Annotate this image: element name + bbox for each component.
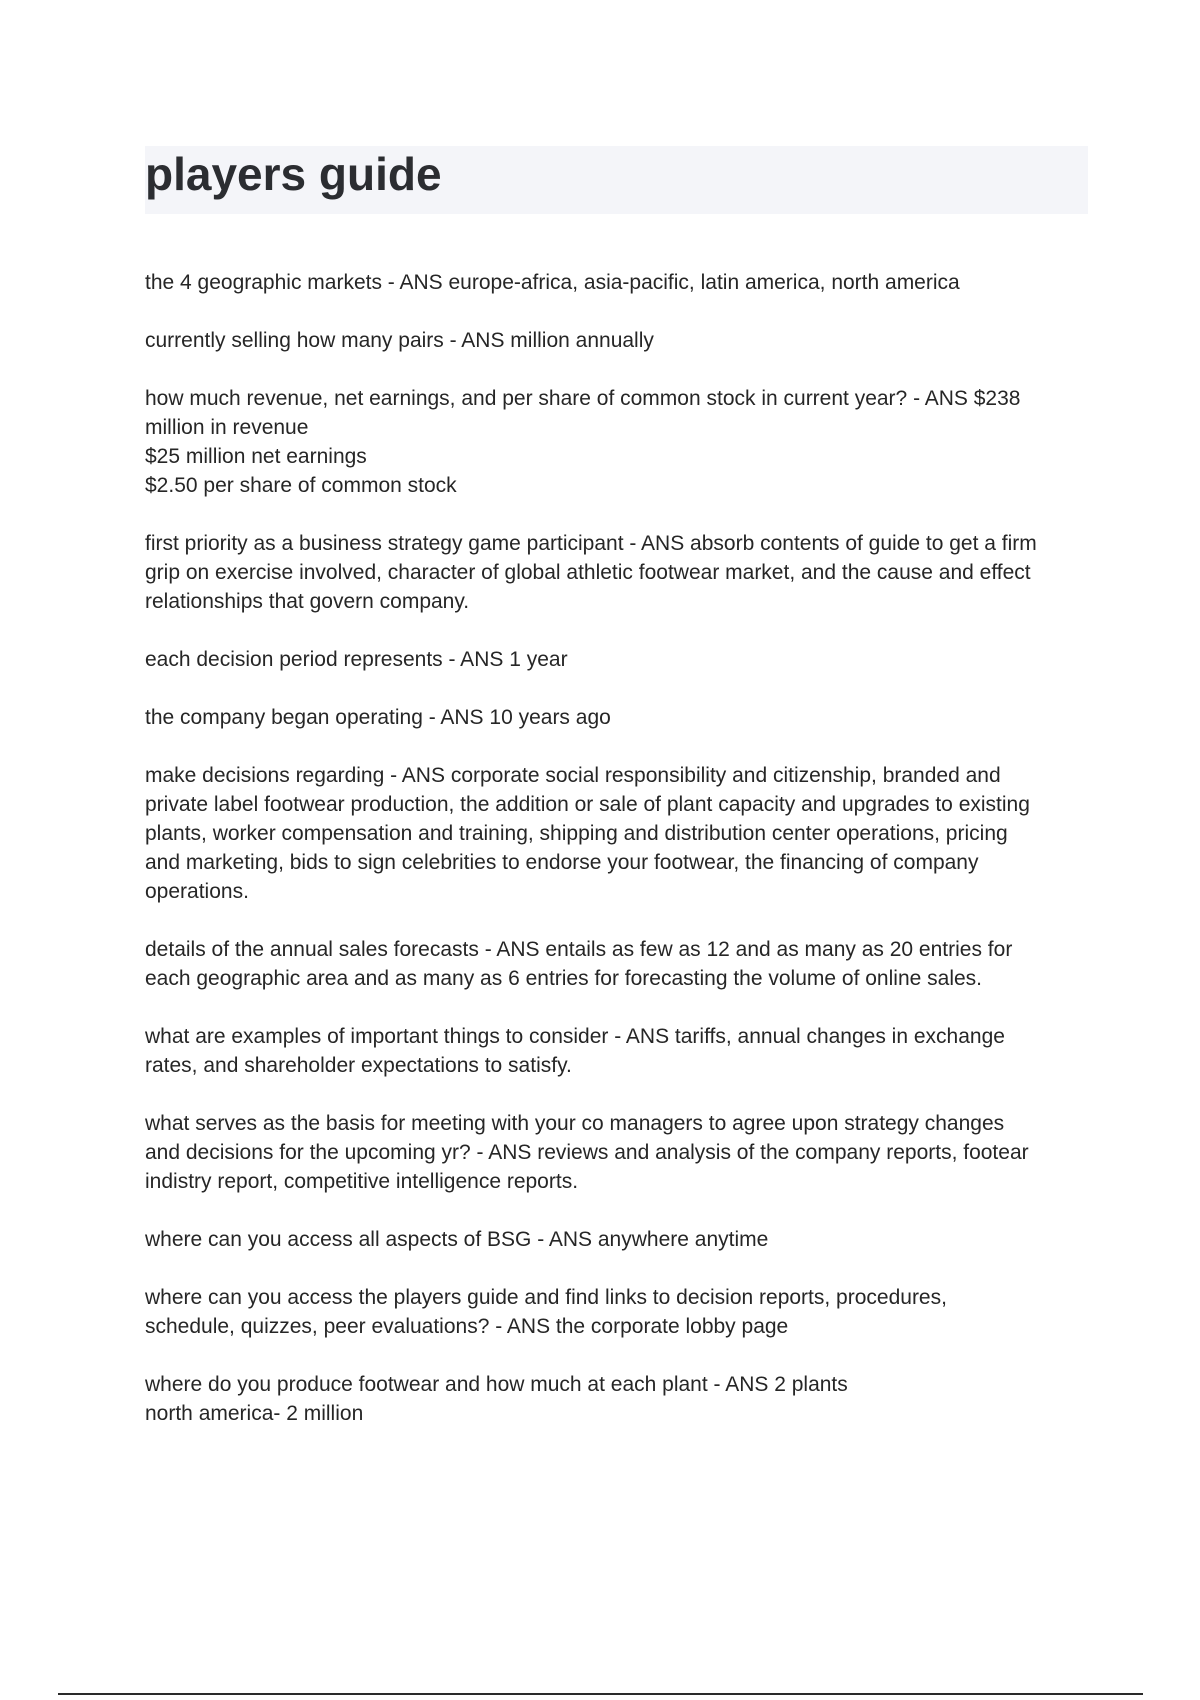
qa-entry [145,1109,1095,1196]
qa-entry [145,761,1095,906]
qa-line: $2.50 per share of common stock [145,474,457,497]
qa-line: relationships that govern company. [145,590,470,613]
qa-line: what serves as the basis for meeting with your co managers to agree upon strategy changes [145,1112,1005,1135]
qa-entry [145,1283,1095,1341]
qa-line: schedule, quizzes, peer evaluations? - ANS the corporate lobby page [145,1315,789,1338]
qa-line: operations. [145,880,249,903]
qa-entry [145,703,1095,732]
qa-line: each geographic area and as many as 6 entries for forecasting the volume of online sales. [145,967,982,990]
qa-line: the company began operating - ANS 10 years ago [145,706,611,729]
qa-line: details of the annual sales forecasts - ANS entails as few as 12 and as many as 20 entries for [145,938,1013,961]
qa-line: and decisions for the upcoming yr? - ANS reviews and analysis of the company reports, footear [145,1141,1029,1164]
qa-line: where can you access the players guide and find links to decision reports, procedures, [145,1286,947,1309]
qa-entry [145,268,1095,297]
qa-line: make decisions regarding - ANS corporate social responsibility and citizenship, branded and [145,764,1001,787]
qa-line: where can you access all aspects of BSG - ANS anywhere anytime [145,1228,769,1251]
qa-entry [145,1370,1095,1428]
qa-entry [145,1022,1095,1080]
qa-line: plants, worker compensation and training, shipping and distribution center operations, pricing [145,822,1008,845]
qa-line: million in revenue [145,416,309,439]
qa-list [145,268,1095,1457]
footer-divider [58,1693,1143,1695]
qa-line: where do you produce footwear and how much at each plant - ANS 2 plants [145,1373,848,1396]
qa-line: currently selling how many pairs - ANS million annually [145,329,654,352]
qa-line: first priority as a business strategy game participant - ANS absorb contents of guide to get a firm [145,532,1037,555]
qa-line: each decision period represents - ANS 1 year [145,648,568,671]
qa-entry [145,384,1095,500]
qa-line: grip on exercise involved, character of global athletic footwear market, and the cause and effect [145,561,1031,584]
qa-line: how much revenue, net earnings, and per share of common stock in current year? - ANS $238 [145,387,1021,410]
qa-line: indistry report, competitive intelligence reports. [145,1170,579,1193]
qa-line: what are examples of important things to consider - ANS tariffs, annual changes in exchange [145,1025,1005,1048]
qa-line: rates, and shareholder expectations to satisfy. [145,1054,572,1077]
qa-entry [145,935,1095,993]
qa-line: north america- 2 million [145,1402,364,1425]
qa-entry [145,645,1095,674]
qa-line: the 4 geographic markets - ANS europe-africa, asia-pacific, latin america, north america [145,271,960,294]
page-title: players guide [145,148,442,200]
qa-entry [145,529,1095,616]
qa-line: private label footwear production, the addition or sale of plant capacity and upgrades to existing [145,793,1030,816]
qa-line: $25 million net earnings [145,445,367,468]
qa-entry [145,326,1095,355]
qa-line: and marketing, bids to sign celebrities to endorse your footwear, the financing of company [145,851,979,874]
qa-entry [145,1225,1095,1254]
